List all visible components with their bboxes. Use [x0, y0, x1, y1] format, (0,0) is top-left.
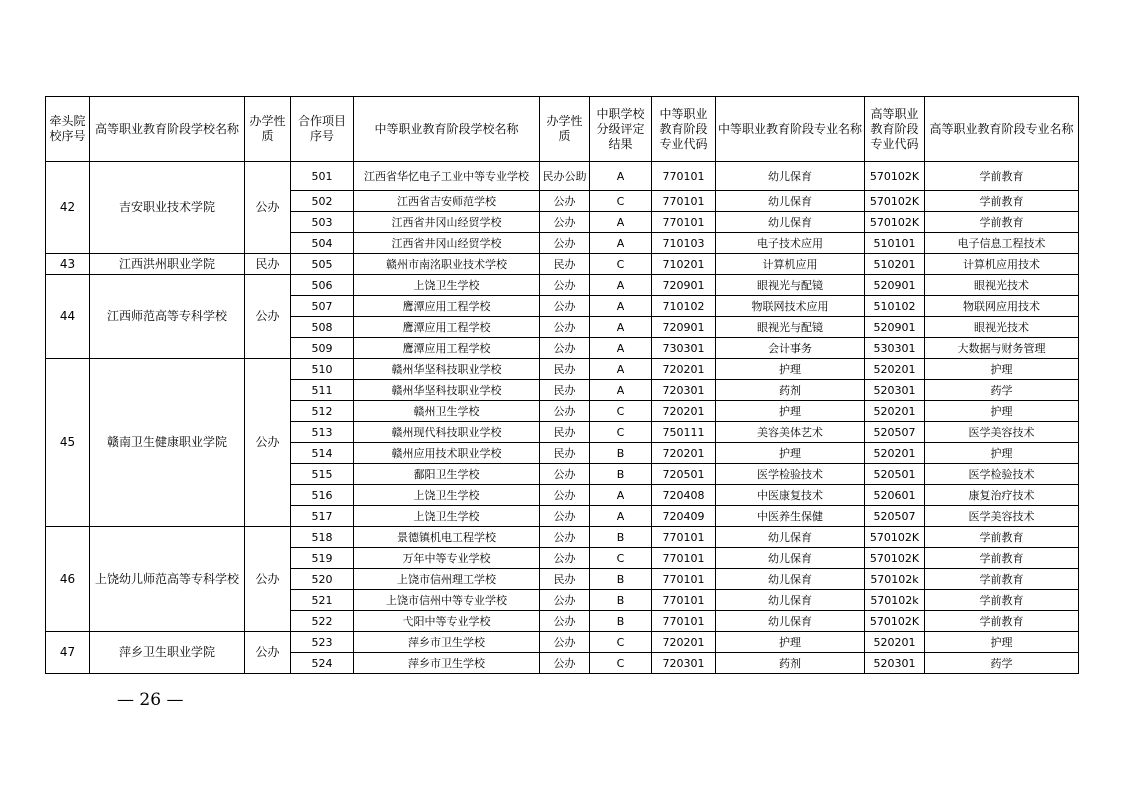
secondary-school-cell: 弋阳中等专业学校	[354, 611, 540, 632]
higher-code-cell: 570102K	[865, 212, 925, 233]
project-id-cell: 503	[291, 212, 354, 233]
secondary-major-cell: 中医康复技术	[716, 485, 865, 506]
project-id-cell: 514	[291, 443, 354, 464]
secondary-school-cell: 上饶卫生学校	[354, 506, 540, 527]
secondary-major-cell: 会计事务	[716, 338, 865, 359]
higher-code-cell: 520507	[865, 422, 925, 443]
secondary-code-cell: 720501	[652, 464, 716, 485]
higher-major-cell: 医学美容技术	[925, 506, 1079, 527]
secondary-major-cell: 物联网技术应用	[716, 296, 865, 317]
secondary-major-cell: 美容美体艺术	[716, 422, 865, 443]
higher-major-cell: 护理	[925, 632, 1079, 653]
header-grade: 中职学校分级评定结果	[590, 97, 652, 162]
secondary-nature-cell: 公办	[540, 338, 590, 359]
higher-code-cell: 520201	[865, 632, 925, 653]
secondary-nature-cell: 民办	[540, 443, 590, 464]
project-id-cell: 504	[291, 233, 354, 254]
higher-major-cell: 学前教育	[925, 191, 1079, 212]
higher-major-cell: 护理	[925, 443, 1079, 464]
secondary-major-cell: 护理	[716, 632, 865, 653]
grade-cell: C	[590, 632, 652, 653]
secondary-code-cell: 770101	[652, 162, 716, 191]
higher-major-cell: 护理	[925, 359, 1079, 380]
header-secondary-major: 中等职业教育阶段专业名称	[716, 97, 865, 162]
project-id-cell: 521	[291, 590, 354, 611]
secondary-school-cell: 上饶卫生学校	[354, 485, 540, 506]
higher-major-cell: 物联网应用技术	[925, 296, 1079, 317]
secondary-nature-cell: 公办	[540, 464, 590, 485]
secondary-code-cell: 750111	[652, 422, 716, 443]
secondary-nature-cell: 民办	[540, 380, 590, 401]
secondary-school-cell: 赣州华坚科技职业学校	[354, 380, 540, 401]
higher-code-cell: 520301	[865, 380, 925, 401]
higher-major-cell: 学前教育	[925, 569, 1079, 590]
higher-code-cell: 570102K	[865, 611, 925, 632]
lead-seq-cell: 43	[46, 254, 90, 275]
secondary-nature-cell: 民办	[540, 422, 590, 443]
secondary-code-cell: 710201	[652, 254, 716, 275]
secondary-major-cell: 幼儿保育	[716, 212, 865, 233]
secondary-nature-cell: 公办	[540, 275, 590, 296]
secondary-school-cell: 赣州应用技术职业学校	[354, 443, 540, 464]
grade-cell: B	[590, 611, 652, 632]
project-id-cell: 524	[291, 653, 354, 674]
higher-nature-cell: 公办	[245, 162, 291, 254]
higher-school-cell: 吉安职业技术学院	[90, 162, 245, 254]
grade-cell: C	[590, 422, 652, 443]
secondary-major-cell: 护理	[716, 443, 865, 464]
secondary-school-cell: 赣州华坚科技职业学校	[354, 359, 540, 380]
secondary-major-cell: 眼视光与配镜	[716, 275, 865, 296]
secondary-school-cell: 赣州市南洺职业技术学校	[354, 254, 540, 275]
secondary-major-cell: 幼儿保育	[716, 191, 865, 212]
higher-major-cell: 药学	[925, 653, 1079, 674]
secondary-school-cell: 上饶市信州理工学校	[354, 569, 540, 590]
secondary-nature-cell: 公办	[540, 233, 590, 254]
project-id-cell: 507	[291, 296, 354, 317]
grade-cell: A	[590, 506, 652, 527]
secondary-major-cell: 药剂	[716, 653, 865, 674]
project-id-cell: 508	[291, 317, 354, 338]
secondary-school-cell: 景德镇机电工程学校	[354, 527, 540, 548]
grade-cell: A	[590, 338, 652, 359]
higher-nature-cell: 公办	[245, 632, 291, 674]
secondary-nature-cell: 公办	[540, 401, 590, 422]
table-row	[46, 359, 1079, 380]
secondary-nature-cell: 公办	[540, 296, 590, 317]
project-id-cell: 523	[291, 632, 354, 653]
secondary-school-cell: 赣州现代科技职业学校	[354, 422, 540, 443]
secondary-code-cell: 720408	[652, 485, 716, 506]
secondary-code-cell: 720901	[652, 275, 716, 296]
higher-major-cell: 药学	[925, 380, 1079, 401]
higher-major-cell: 医学美容技术	[925, 422, 1079, 443]
higher-school-cell: 江西师范高等专科学校	[90, 275, 245, 359]
higher-nature-cell: 公办	[245, 275, 291, 359]
project-id-cell: 513	[291, 422, 354, 443]
higher-school-cell: 赣南卫生健康职业学院	[90, 359, 245, 527]
secondary-code-cell: 720409	[652, 506, 716, 527]
header-higher-major: 高等职业教育阶段专业名称	[925, 97, 1079, 162]
higher-code-cell: 510201	[865, 254, 925, 275]
grade-cell: A	[590, 485, 652, 506]
secondary-major-cell: 幼儿保育	[716, 162, 865, 191]
secondary-code-cell: 720901	[652, 317, 716, 338]
higher-code-cell: 520201	[865, 359, 925, 380]
higher-code-cell: 520901	[865, 317, 925, 338]
higher-nature-cell: 公办	[245, 359, 291, 527]
secondary-nature-cell: 公办	[540, 590, 590, 611]
project-id-cell: 509	[291, 338, 354, 359]
secondary-nature-cell: 公办	[540, 653, 590, 674]
higher-nature-cell: 民办	[245, 254, 291, 275]
table-row	[46, 254, 1079, 275]
secondary-code-cell: 770101	[652, 611, 716, 632]
secondary-school-cell: 鄱阳卫生学校	[354, 464, 540, 485]
header-lead-seq: 牵头院校序号	[46, 97, 90, 162]
higher-major-cell: 学前教育	[925, 212, 1079, 233]
table-row	[46, 162, 1079, 191]
higher-code-cell: 570102K	[865, 527, 925, 548]
project-id-cell: 520	[291, 569, 354, 590]
header-higher-nature: 办学性质	[245, 97, 291, 162]
lead-seq-cell: 45	[46, 359, 90, 527]
secondary-school-cell: 江西省井冈山经贸学校	[354, 212, 540, 233]
secondary-code-cell: 770101	[652, 212, 716, 233]
secondary-nature-cell: 公办	[540, 485, 590, 506]
higher-code-cell: 570102k	[865, 590, 925, 611]
secondary-nature-cell: 民办	[540, 569, 590, 590]
header-higher-code: 高等职业教育阶段专业代码	[865, 97, 925, 162]
cooperation-table	[45, 96, 1079, 674]
higher-school-cell: 萍乡卫生职业学院	[90, 632, 245, 674]
secondary-code-cell: 720301	[652, 653, 716, 674]
higher-major-cell: 学前教育	[925, 527, 1079, 548]
secondary-nature-cell: 公办	[540, 527, 590, 548]
secondary-code-cell: 770101	[652, 569, 716, 590]
higher-nature-cell: 公办	[245, 527, 291, 632]
grade-cell: C	[590, 401, 652, 422]
lead-seq-cell: 46	[46, 527, 90, 632]
secondary-major-cell: 护理	[716, 401, 865, 422]
grade-cell: A	[590, 275, 652, 296]
project-id-cell: 519	[291, 548, 354, 569]
grade-cell: A	[590, 359, 652, 380]
grade-cell: A	[590, 162, 652, 191]
header-row	[46, 97, 1079, 162]
secondary-code-cell: 720201	[652, 443, 716, 464]
secondary-school-cell: 江西省井冈山经贸学校	[354, 233, 540, 254]
secondary-nature-cell: 公办	[540, 632, 590, 653]
project-id-cell: 510	[291, 359, 354, 380]
project-id-cell: 512	[291, 401, 354, 422]
higher-school-cell: 江西洪州职业学院	[90, 254, 245, 275]
grade-cell: A	[590, 233, 652, 254]
secondary-school-cell: 鹰潭应用工程学校	[354, 296, 540, 317]
grade-cell: B	[590, 569, 652, 590]
project-id-cell: 511	[291, 380, 354, 401]
secondary-major-cell: 幼儿保育	[716, 569, 865, 590]
table-row	[46, 275, 1079, 296]
higher-major-cell: 学前教育	[925, 548, 1079, 569]
header-secondary-nature: 办学性质	[540, 97, 590, 162]
higher-major-cell: 学前教育	[925, 162, 1079, 191]
table-body	[46, 162, 1079, 674]
lead-seq-cell: 47	[46, 632, 90, 674]
secondary-major-cell: 中医养生保健	[716, 506, 865, 527]
secondary-nature-cell: 公办	[540, 191, 590, 212]
higher-code-cell: 510101	[865, 233, 925, 254]
secondary-school-cell: 萍乡市卫生学校	[354, 632, 540, 653]
secondary-school-cell: 萍乡市卫生学校	[354, 653, 540, 674]
project-id-cell: 515	[291, 464, 354, 485]
header-project-id: 合作项目序号	[291, 97, 354, 162]
higher-code-cell: 570102K	[865, 191, 925, 212]
secondary-school-cell: 鹰潭应用工程学校	[354, 338, 540, 359]
higher-code-cell: 510102	[865, 296, 925, 317]
secondary-major-cell: 眼视光与配镜	[716, 317, 865, 338]
project-id-cell: 501	[291, 162, 354, 191]
secondary-code-cell: 710102	[652, 296, 716, 317]
page-number: — 26 —	[117, 690, 184, 710]
secondary-code-cell: 770101	[652, 548, 716, 569]
grade-cell: C	[590, 191, 652, 212]
secondary-major-cell: 计算机应用	[716, 254, 865, 275]
grade-cell: A	[590, 317, 652, 338]
grade-cell: B	[590, 443, 652, 464]
higher-code-cell: 520901	[865, 275, 925, 296]
secondary-school-cell: 上饶卫生学校	[354, 275, 540, 296]
secondary-school-cell: 鹰潭应用工程学校	[354, 317, 540, 338]
project-id-cell: 516	[291, 485, 354, 506]
secondary-major-cell: 药剂	[716, 380, 865, 401]
grade-cell: C	[590, 254, 652, 275]
secondary-code-cell: 720201	[652, 359, 716, 380]
header-higher-school: 高等职业教育阶段学校名称	[90, 97, 245, 162]
secondary-nature-cell: 公办	[540, 506, 590, 527]
secondary-nature-cell: 民办	[540, 359, 590, 380]
secondary-nature-cell: 公办	[540, 212, 590, 233]
lead-seq-cell: 44	[46, 275, 90, 359]
higher-code-cell: 520301	[865, 653, 925, 674]
lead-seq-cell: 42	[46, 162, 90, 254]
higher-major-cell: 护理	[925, 401, 1079, 422]
secondary-nature-cell: 民办	[540, 254, 590, 275]
higher-major-cell: 学前教育	[925, 590, 1079, 611]
grade-cell: B	[590, 464, 652, 485]
secondary-code-cell: 730301	[652, 338, 716, 359]
secondary-code-cell: 770101	[652, 590, 716, 611]
higher-major-cell: 大数据与财务管理	[925, 338, 1079, 359]
secondary-code-cell: 720201	[652, 632, 716, 653]
grade-cell: A	[590, 212, 652, 233]
project-id-cell: 518	[291, 527, 354, 548]
secondary-school-cell: 万年中等专业学校	[354, 548, 540, 569]
secondary-code-cell: 720201	[652, 401, 716, 422]
higher-code-cell: 520201	[865, 401, 925, 422]
header-secondary-code: 中等职业教育阶段专业代码	[652, 97, 716, 162]
secondary-major-cell: 幼儿保育	[716, 527, 865, 548]
higher-code-cell: 570102k	[865, 569, 925, 590]
grade-cell: C	[590, 548, 652, 569]
secondary-major-cell: 幼儿保育	[716, 548, 865, 569]
higher-major-cell: 眼视光技术	[925, 275, 1079, 296]
secondary-school-cell: 江西省华忆电子工业中等专业学校	[354, 162, 540, 191]
higher-school-cell: 上饶幼儿师范高等专科学校	[90, 527, 245, 632]
grade-cell: A	[590, 296, 652, 317]
secondary-code-cell: 720301	[652, 380, 716, 401]
higher-code-cell: 520601	[865, 485, 925, 506]
secondary-nature-cell: 公办	[540, 317, 590, 338]
secondary-code-cell: 770101	[652, 527, 716, 548]
higher-major-cell: 眼视光技术	[925, 317, 1079, 338]
higher-code-cell: 520501	[865, 464, 925, 485]
secondary-major-cell: 医学检验技术	[716, 464, 865, 485]
secondary-nature-cell: 公办	[540, 548, 590, 569]
table-row	[46, 527, 1079, 548]
higher-code-cell: 570102K	[865, 548, 925, 569]
secondary-nature-cell: 民办公助	[540, 162, 590, 191]
secondary-school-cell: 江西省吉安师范学校	[354, 191, 540, 212]
project-id-cell: 506	[291, 275, 354, 296]
table-row	[46, 632, 1079, 653]
higher-code-cell: 570102K	[865, 162, 925, 191]
secondary-school-cell: 上饶市信州中等专业学校	[354, 590, 540, 611]
project-id-cell: 505	[291, 254, 354, 275]
higher-major-cell: 医学检验技术	[925, 464, 1079, 485]
secondary-major-cell: 幼儿保育	[716, 590, 865, 611]
grade-cell: B	[590, 590, 652, 611]
secondary-code-cell: 770101	[652, 191, 716, 212]
secondary-major-cell: 幼儿保育	[716, 611, 865, 632]
grade-cell: A	[590, 380, 652, 401]
higher-code-cell: 520201	[865, 443, 925, 464]
project-id-cell: 522	[291, 611, 354, 632]
secondary-code-cell: 710103	[652, 233, 716, 254]
grade-cell: B	[590, 527, 652, 548]
higher-major-cell: 电子信息工程技术	[925, 233, 1079, 254]
higher-major-cell: 计算机应用技术	[925, 254, 1079, 275]
header-secondary-school: 中等职业教育阶段学校名称	[354, 97, 540, 162]
project-id-cell: 502	[291, 191, 354, 212]
secondary-school-cell: 赣州卫生学校	[354, 401, 540, 422]
secondary-nature-cell: 公办	[540, 611, 590, 632]
higher-code-cell: 520507	[865, 506, 925, 527]
grade-cell: C	[590, 653, 652, 674]
secondary-major-cell: 电子技术应用	[716, 233, 865, 254]
project-id-cell: 517	[291, 506, 354, 527]
higher-major-cell: 康复治疗技术	[925, 485, 1079, 506]
higher-major-cell: 学前教育	[925, 611, 1079, 632]
higher-code-cell: 530301	[865, 338, 925, 359]
secondary-major-cell: 护理	[716, 359, 865, 380]
